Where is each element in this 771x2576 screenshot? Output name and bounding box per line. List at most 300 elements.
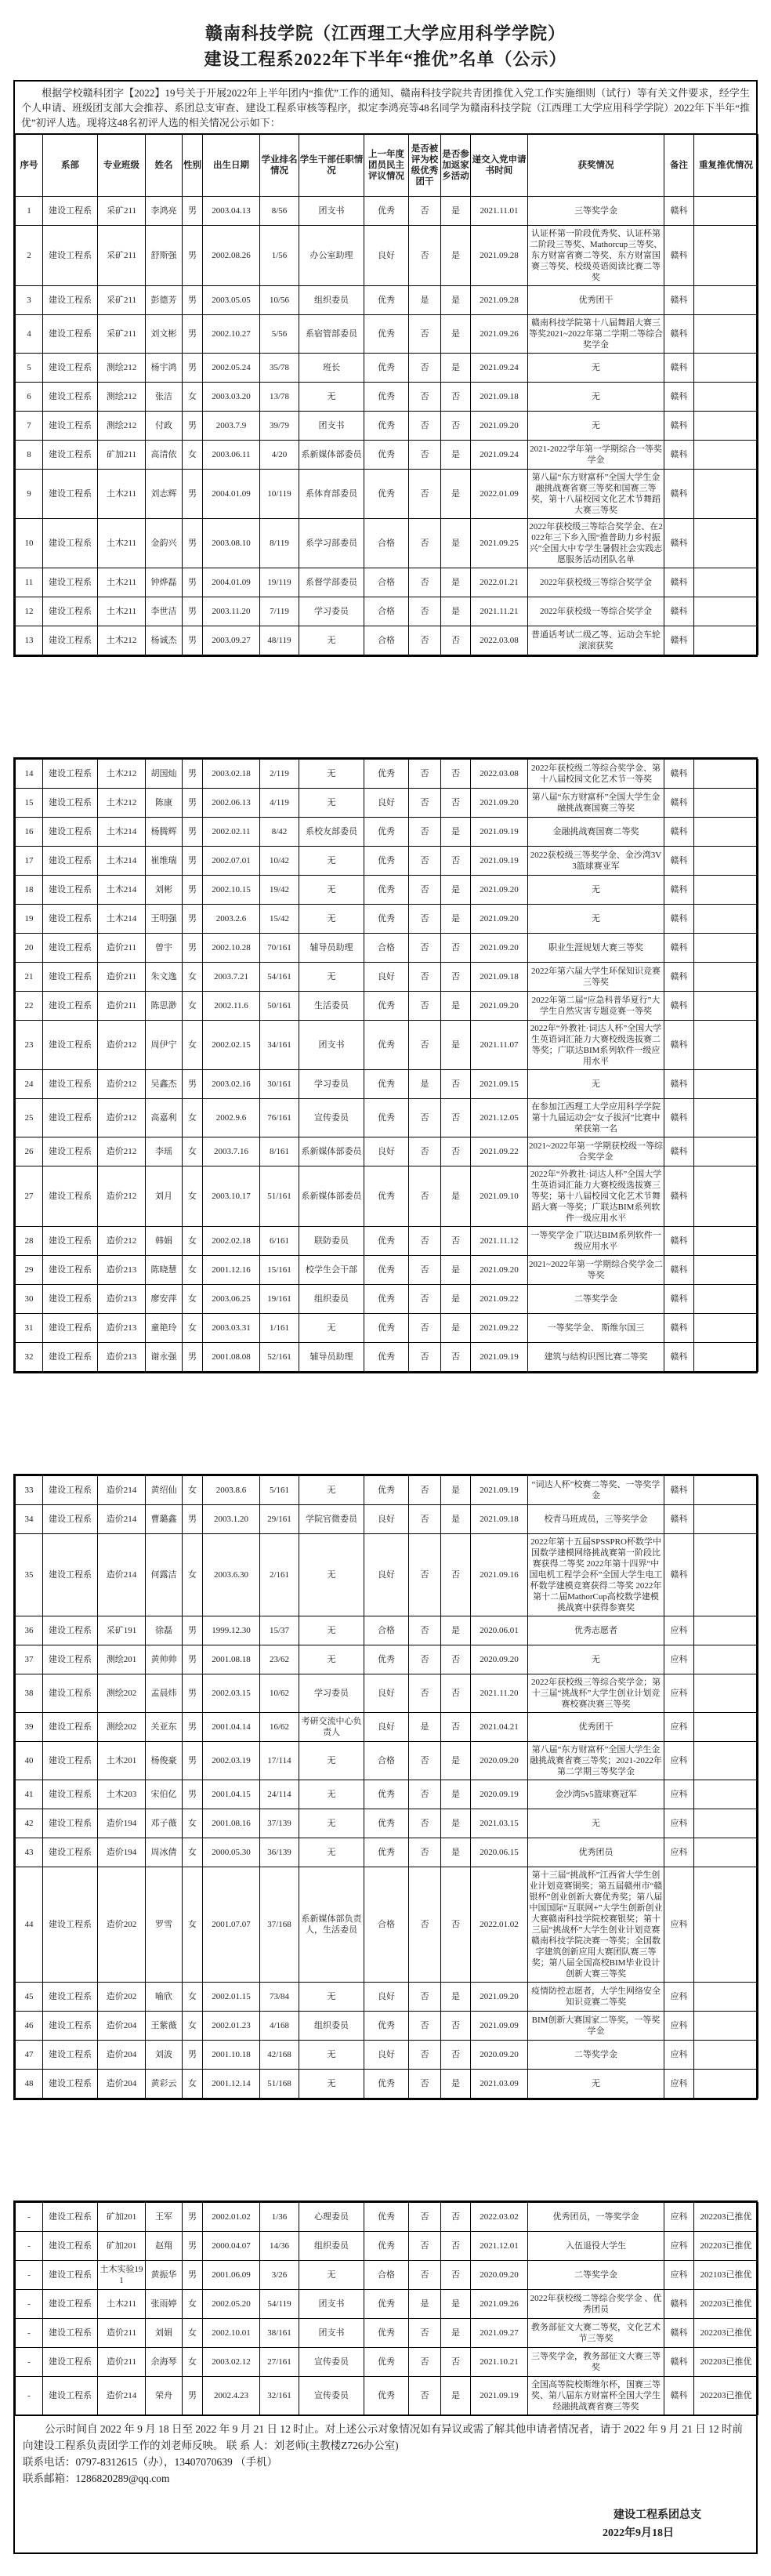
table-cell: 是: [441, 2070, 471, 2099]
table-cell: 杨俊豪: [146, 1742, 183, 1780]
table-cell: 2/161: [260, 1534, 299, 1616]
table-cell: [694, 992, 758, 1021]
table-cell: 是: [441, 315, 471, 354]
table-cell: 徐磊: [146, 1616, 183, 1645]
table-row: [16, 1137, 758, 1166]
table-cell: 2002.06.13: [203, 789, 260, 818]
table-cell: 应科: [664, 2070, 694, 2099]
table-cell: 2020.09.20: [471, 1742, 528, 1780]
table-cell: 44: [16, 1867, 43, 1983]
table-cell: 8: [16, 441, 43, 470]
table-cell: 良好: [364, 1137, 409, 1166]
table-cell: 4/119: [260, 789, 299, 818]
table-body-page-4: [16, 2203, 758, 2415]
table-cell: 是: [409, 2290, 441, 2319]
table-cell: 30: [16, 1285, 43, 1314]
table-cell: 建设工程系: [43, 2290, 98, 2319]
table-cell: 应科: [664, 2261, 694, 2290]
table-row: [16, 2290, 758, 2319]
table-cell: 女: [183, 2348, 203, 2377]
table-cell: 是: [441, 1809, 471, 1838]
table-cell: 黄振华: [146, 2261, 183, 2290]
table-cell: 否: [409, 789, 441, 818]
table-cell: 优秀: [364, 1780, 409, 1809]
table-cell: 是: [441, 1256, 471, 1285]
contact-email: 联系邮箱：1286820289@qq.com: [23, 2473, 170, 2484]
table-cell: 优秀: [364, 2377, 409, 2415]
table-cell: 优秀: [364, 2012, 409, 2041]
table-cell: 无: [299, 2261, 364, 2290]
table-cell: 8/56: [260, 197, 299, 226]
table-cell: 男: [183, 568, 203, 597]
table-cell: 建设工程系: [43, 905, 98, 934]
table-cell: 优秀: [364, 2319, 409, 2348]
table-cell: 建设工程系: [43, 963, 98, 992]
table-cell: 202203已推优: [694, 2232, 758, 2261]
table-body-page-3: [16, 1476, 758, 2099]
table-cell: 生活委员: [299, 992, 364, 1021]
table-cell: 赣科: [664, 1070, 694, 1099]
table-cell: 测绘202: [98, 1713, 146, 1742]
table-cell: 2021.09.25: [471, 519, 528, 568]
table-cell: 否: [409, 2319, 441, 2348]
table-cell: 否: [441, 2041, 471, 2070]
table-cell: 关亚东: [146, 1713, 183, 1742]
table-cell: -: [16, 2232, 43, 2261]
title-line-2: 建设工程系2022年下半年“推优”名单（公示）: [204, 49, 567, 69]
table-row: [16, 1983, 758, 2012]
table-cell: 3: [16, 286, 43, 315]
table-cell: 合格: [364, 519, 409, 568]
table-cell: 男: [183, 1616, 203, 1645]
table-cell: 2021.09.26: [471, 315, 528, 354]
table-cell: 教务部征文大赛二等奖，文化艺术节三等奖: [528, 2319, 664, 2348]
table-cell: 2002.02.11: [203, 818, 260, 847]
column-header: 专业班级: [98, 135, 146, 197]
table-cell: 12: [16, 597, 43, 626]
table-cell: 2003.8.6: [203, 1476, 260, 1505]
table-cell: 2021.09.18: [471, 383, 528, 412]
table-row: [16, 1021, 758, 1070]
table-cell: 无: [299, 1314, 364, 1343]
table-cell: 建设工程系: [43, 818, 98, 847]
table-row: [16, 789, 758, 818]
table-cell: 50/161: [260, 992, 299, 1021]
table-cell: 女: [183, 1099, 203, 1137]
table-cell: 女: [183, 1227, 203, 1256]
table-cell: 造价204: [98, 2070, 146, 2099]
table-cell: 2002.05.24: [203, 354, 260, 383]
table-cell: 建设工程系: [43, 760, 98, 789]
table-cell: 2021.11.12: [471, 1227, 528, 1256]
table-cell: 43: [16, 1838, 43, 1867]
table-cell: 否: [409, 2041, 441, 2070]
table-cell: [694, 1285, 758, 1314]
table-cell: 团支书: [299, 2290, 364, 2319]
table-row: [16, 315, 758, 354]
table-cell: 赣科: [664, 934, 694, 963]
table-cell: 2002.10.28: [203, 934, 260, 963]
table-cell: 无: [528, 383, 664, 412]
table-cell: 赣科: [664, 2319, 694, 2348]
table-cell: 14/36: [260, 2232, 299, 2261]
table-cell: 建设工程系: [43, 626, 98, 655]
table-row: [16, 876, 758, 905]
table-cell: 优秀: [364, 847, 409, 876]
table-cell: 造价212: [98, 1137, 146, 1166]
table-cell: 黄彩云: [146, 2070, 183, 2099]
table-cell: 女: [183, 1314, 203, 1343]
table-cell: 否: [441, 1070, 471, 1099]
table-cell: 否: [409, 441, 441, 470]
table-cell: [694, 383, 758, 412]
table-row: [16, 2377, 758, 2415]
table-cell: 良好: [364, 1674, 409, 1713]
table-cell: 2000.05.30: [203, 1838, 260, 1867]
table-cell: 4: [16, 315, 43, 354]
table-cell: [694, 1780, 758, 1809]
table-cell: 周冰倩: [146, 1838, 183, 1867]
table-cell: 赣科: [664, 905, 694, 934]
table-cell: [694, 441, 758, 470]
table-cell: 22: [16, 992, 43, 1021]
table-cell: 25: [16, 1099, 43, 1137]
table-cell: 赣科: [664, 1285, 694, 1314]
table-cell: 2022.03.08: [471, 760, 528, 789]
table-cell: 36/139: [260, 1838, 299, 1867]
table-cell: 男: [183, 2377, 203, 2415]
table-cell: 普通话考试二级乙等、运动会车轮滚滚获奖: [528, 626, 664, 655]
table-cell: [694, 876, 758, 905]
table-cell: 是: [441, 286, 471, 315]
table-cell: 组织委员: [299, 2232, 364, 2261]
table-cell: 优秀团干: [528, 1713, 664, 1742]
table-cell: 是: [441, 1505, 471, 1534]
table-cell: 10/56: [260, 286, 299, 315]
table-cell: 19: [16, 905, 43, 934]
table-cell: 否: [409, 519, 441, 568]
table-cell: 2002.10.01: [203, 2319, 260, 2348]
table-cell: 校学生会干部: [299, 1256, 364, 1285]
table-cell: 24: [16, 1070, 43, 1099]
table-cell: 是: [441, 441, 471, 470]
table-cell: 男: [183, 519, 203, 568]
table-cell: 建设工程系: [43, 597, 98, 626]
table-cell: 王紫薇: [146, 2012, 183, 2041]
table-cell: 5/161: [260, 1476, 299, 1505]
table-cell: [694, 1674, 758, 1713]
table-row: [16, 2070, 758, 2099]
table-cell: 否: [409, 2348, 441, 2377]
table-cell: 202203已推优: [694, 2290, 758, 2319]
table-cell: 优秀: [364, 1166, 409, 1227]
table-cell: 否: [441, 626, 471, 655]
table-cell: 杨腾辉: [146, 818, 183, 847]
table-cell: 34/161: [260, 1021, 299, 1070]
table-cell: 建设工程系: [43, 1534, 98, 1616]
table-cell: 2001.04.15: [203, 1780, 260, 1809]
table-cell: 否: [409, 1983, 441, 2012]
table-cell: 赣科: [664, 626, 694, 655]
table-cell: 优秀: [364, 412, 409, 441]
table-cell: 土木211: [98, 597, 146, 626]
roster-table-page-2: [15, 759, 758, 1372]
table-cell: 系新媒体部委员: [299, 1137, 364, 1166]
table-cell: 2022年获校级三等综合奖学金: [528, 568, 664, 597]
table-cell: 曹璐鑫: [146, 1505, 183, 1534]
table-cell: 建设工程系: [43, 2232, 98, 2261]
table-cell: 合格: [364, 1616, 409, 1645]
table-cell: 赣科: [664, 760, 694, 789]
table-row: [16, 2348, 758, 2377]
table-cell: 金沙湾5v5篮球赛冠军: [528, 1780, 664, 1809]
table-cell: 杨宇鸿: [146, 354, 183, 383]
table-cell: 否: [409, 1314, 441, 1343]
table-cell: 无: [299, 847, 364, 876]
table-cell: 赣科: [664, 568, 694, 597]
intro-text: 根据学校赣科团字【2022】19号关于开展2022年上半年团内“推优”工作的通知、赣南科技学院共青团推优入党工作实施细则（试行）等有关文件要求，经学生个人申请、班级团支部大会推荐、系团总支审查、建设工程系审核等程序，拟定李鸿亮等48名同学为赣南科技学院（江西理工大学应用科学学院）2022年下半年“推优”初评人选。现将这48名初评人选的相关情况公示如下：: [21, 87, 750, 129]
table-cell: 否: [441, 1343, 471, 1372]
table-cell: 建设工程系: [43, 568, 98, 597]
table-cell: 建设工程系: [43, 2319, 98, 2348]
table-cell: 团支书: [299, 412, 364, 441]
table-cell: 26: [16, 1137, 43, 1166]
table-cell: 2021.11.07: [471, 1021, 528, 1070]
table-cell: 2022年第六届大学生环保知识竞赛三等奖: [528, 963, 664, 992]
column-header: 递交入党申请书时间: [471, 135, 528, 197]
table-cell: 2021.09.19: [471, 2377, 528, 2415]
table-cell: 建设工程系: [43, 315, 98, 354]
table-cell: 金融挑战赛国赛二等奖: [528, 818, 664, 847]
table-cell: 女: [183, 1983, 203, 2012]
table-cell: 优秀: [364, 2203, 409, 2232]
table-cell: 2021.09.28: [471, 286, 528, 315]
table-cell: 优秀团员，一等奖学金: [528, 2203, 664, 2232]
table-cell: -: [16, 2319, 43, 2348]
table-cell: 2003.02.12: [203, 2348, 260, 2377]
table-cell: 造价211: [98, 934, 146, 963]
table-cell: 优秀团干: [528, 286, 664, 315]
table-cell: 系新媒体部委员: [299, 1166, 364, 1227]
table-cell: 应科: [664, 2232, 694, 2261]
table-cell: 1: [16, 197, 43, 226]
table-cell: 班长: [299, 354, 364, 383]
table-cell: 29: [16, 1256, 43, 1285]
table-cell: 赣科: [664, 1137, 694, 1166]
table-cell: 应科: [664, 1867, 694, 1983]
table-cell: 建设工程系: [43, 1983, 98, 2012]
table-cell: 李瑶: [146, 1137, 183, 1166]
table-cell: 2021.09.27: [471, 2319, 528, 2348]
table-cell: 刘彬: [146, 876, 183, 905]
table-cell: 认证杯第一阶段优秀奖、认证杯第二阶段三等奖、Mathorcup三等奖、东方财富省赛二等奖、东方财富国赛三等奖、校级英语阅读比赛二等奖: [528, 226, 664, 286]
table-cell: 造价211: [98, 963, 146, 992]
table-cell: 是: [441, 1838, 471, 1867]
table-cell: 男: [183, 905, 203, 934]
table-cell: 应科: [664, 1645, 694, 1674]
table-cell: 建设工程系: [43, 354, 98, 383]
table-cell: 男: [183, 818, 203, 847]
table-row: [16, 412, 758, 441]
table-cell: 良好: [364, 226, 409, 286]
table-cell: 2002.4.23: [203, 2377, 260, 2415]
table-cell: 否: [409, 315, 441, 354]
table-cell: 2021.09.16: [471, 1534, 528, 1616]
table-cell: 张洁: [146, 383, 183, 412]
table-cell: 2001.10.18: [203, 2041, 260, 2070]
table-cell: 202103已推优: [694, 2261, 758, 2290]
table-cell: 优秀: [364, 1070, 409, 1099]
table-row: [16, 1099, 758, 1137]
table-cell: 2022.03.08: [471, 626, 528, 655]
page-4: [13, 2200, 758, 2554]
table-cell: 女: [183, 1166, 203, 1227]
table-cell: 土木214: [98, 847, 146, 876]
table-cell: 心理委员: [299, 2203, 364, 2232]
table-cell: 优秀: [364, 1343, 409, 1372]
table-cell: 女: [183, 2012, 203, 2041]
table-cell: 建设工程系: [43, 1166, 98, 1227]
table-cell: [694, 1137, 758, 1166]
table-row: [16, 1534, 758, 1616]
table-cell: 采矿191: [98, 1616, 146, 1645]
table-cell: 2022获校级三等奖学金、金沙湾3V3篮球赛亚军: [528, 847, 664, 876]
table-row: [16, 1838, 758, 1867]
table-cell: 余海琴: [146, 2348, 183, 2377]
table-cell: 建设工程系: [43, 1838, 98, 1867]
table-cell: 2003.6.30: [203, 1534, 260, 1616]
table-cell: 76/161: [260, 1099, 299, 1137]
table-cell: 16: [16, 818, 43, 847]
table-cell: 27/161: [260, 2348, 299, 2377]
table-cell: 否: [409, 2203, 441, 2232]
table-cell: 崔维瑞: [146, 847, 183, 876]
table-cell: 2020.09.20: [471, 1645, 528, 1674]
table-cell: 第八届“东方财富杯”全国大学生金融挑战赛国赛三等奖: [528, 789, 664, 818]
table-cell: 测绘212: [98, 354, 146, 383]
table-cell: 否: [409, 2377, 441, 2415]
table-cell: [694, 286, 758, 315]
table-cell: 建设工程系: [43, 2070, 98, 2099]
table-cell: 无: [299, 1616, 364, 1645]
table-cell: 刘波: [146, 2041, 183, 2070]
table-cell: [694, 818, 758, 847]
table-cell: 是: [441, 2377, 471, 2415]
table-cell: 刘娟: [146, 2319, 183, 2348]
table-cell: 2021.09.19: [471, 818, 528, 847]
table-cell: 建设工程系: [43, 1674, 98, 1713]
table-cell: 应科: [664, 1616, 694, 1645]
table-cell: 2021.09.26: [471, 2290, 528, 2319]
table-cell: 优秀: [364, 441, 409, 470]
table-cell: 2003.06.25: [203, 1285, 260, 1314]
table-cell: 建设工程系: [43, 1137, 98, 1166]
table-cell: 优秀: [364, 876, 409, 905]
table-cell: [694, 568, 758, 597]
table-cell: 建设工程系: [43, 1505, 98, 1534]
table-cell: 辅导员助理: [299, 1343, 364, 1372]
table-cell: 女: [183, 2070, 203, 2099]
table-cell: 无: [299, 876, 364, 905]
table-cell: 男: [183, 2203, 203, 2232]
table-cell: 赣科: [664, 963, 694, 992]
table-cell: [694, 1227, 758, 1256]
table-cell: 男: [183, 226, 203, 286]
table-row: [16, 1166, 758, 1227]
table-cell: 17: [16, 847, 43, 876]
table-cell: 否: [441, 934, 471, 963]
table-cell: 良好: [364, 1983, 409, 2012]
table-cell: 造价214: [98, 2377, 146, 2415]
table-row: [16, 992, 758, 1021]
table-row: [16, 2261, 758, 2290]
table-cell: 2001.04.14: [203, 1713, 260, 1742]
table-cell: 办公室助理: [299, 226, 364, 286]
table-cell: 2021-2022学年第一学期综合一等奖学金: [528, 441, 664, 470]
table-cell: 系校友部委员: [299, 818, 364, 847]
table-cell: 宣传委员: [299, 2348, 364, 2377]
table-cell: -: [16, 2290, 43, 2319]
table-row: [16, 760, 758, 789]
table-row: [16, 1674, 758, 1713]
table-cell: 2003.09.27: [203, 626, 260, 655]
table-row: [16, 905, 758, 934]
table-cell: [694, 1534, 758, 1616]
table-cell: 2021.11.20: [471, 1674, 528, 1713]
table-cell: 赣科: [664, 2377, 694, 2415]
table-cell: 采矿211: [98, 286, 146, 315]
table-cell: 建设工程系: [43, 2377, 98, 2415]
table-row: [16, 1227, 758, 1256]
table-cell: 合格: [364, 934, 409, 963]
table-cell: 2021.11.01: [471, 197, 528, 226]
table-cell: 52/161: [260, 1343, 299, 1372]
table-cell: 王明强: [146, 905, 183, 934]
table-cell: 无: [528, 1809, 664, 1838]
table-cell: 42: [16, 1809, 43, 1838]
table-cell: 赣科: [664, 818, 694, 847]
table-cell: 何露洁: [146, 1534, 183, 1616]
table-cell: 15/37: [260, 1616, 299, 1645]
table-cell: BIM创新大赛国家二等奖，一等奖学金: [528, 2012, 664, 2041]
table-cell: 2003.7.21: [203, 963, 260, 992]
table-cell: 27: [16, 1166, 43, 1227]
table-row: [16, 1616, 758, 1645]
table-cell: 无: [299, 1983, 364, 2012]
table-row: [16, 1256, 758, 1285]
roster-table-page-1: [15, 134, 758, 655]
table-cell: 赣科: [664, 315, 694, 354]
table-cell: 建设工程系: [43, 876, 98, 905]
table-cell: 18: [16, 876, 43, 905]
table-cell: 41: [16, 1780, 43, 1809]
table-row: [16, 1742, 758, 1780]
table-cell: 是: [441, 1285, 471, 1314]
table-cell: 是: [441, 818, 471, 847]
column-header: 是否参加返家乡活动: [441, 135, 471, 197]
table-cell: -: [16, 2261, 43, 2290]
table-cell: 2002.02.15: [203, 1021, 260, 1070]
table-cell: 优秀: [364, 1285, 409, 1314]
table-cell: 童艳玲: [146, 1314, 183, 1343]
table-row: [16, 1867, 758, 1983]
column-header: 系部: [43, 135, 98, 197]
bottom-padding: [0, 2554, 771, 2576]
table-cell: 2022.01.21: [471, 568, 528, 597]
table-cell: 周伊宁: [146, 1021, 183, 1070]
table-cell: 2022年获校级三等综合奖学金；第十三届“挑战杯”大学生创业计划竞赛校赛决赛三等奖: [528, 1674, 664, 1713]
table-cell: 女: [183, 1021, 203, 1070]
